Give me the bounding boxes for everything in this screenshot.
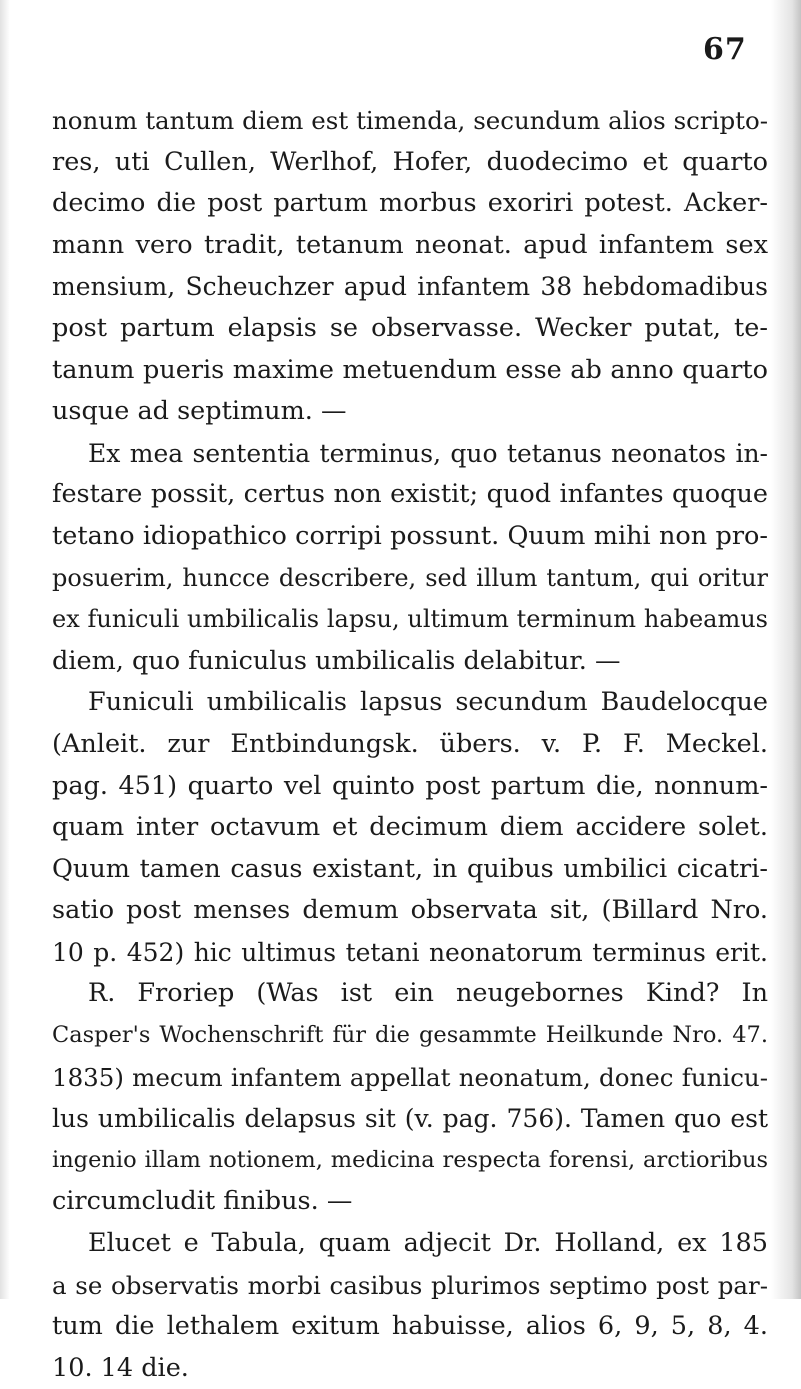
text-line: res, uti Cullen, Werlhof, Hofer, duodecimo et quarto bbox=[52, 146, 768, 177]
text-line: a se observatis morbi casibus plurimos septimo post par- bbox=[52, 1270, 768, 1300]
text-line: circumcludit finibus. — bbox=[52, 1186, 353, 1217]
text-line: R. Froriep (Was ist ein neugebornes Kind? In bbox=[88, 978, 768, 1009]
text-line: 10. 14 die. bbox=[52, 1352, 189, 1383]
text-line: usque ad septimum. — bbox=[52, 396, 347, 427]
text-line: quam inter octavum et decimum diem accidere solet. bbox=[52, 812, 768, 843]
text-line: post partum elapsis se observasse. Wecker putat, te- bbox=[52, 312, 768, 343]
text-line: mann vero tradit, tetanum neonat. apud infantem sex bbox=[52, 229, 768, 260]
page-edge-shadow bbox=[771, 0, 801, 1299]
text-line: satio post menses demum observata sit, (Billard Nro. bbox=[52, 895, 768, 926]
text-line: tanum pueris maxime metuendum esse ab anno quarto bbox=[52, 354, 768, 385]
page-number: 67 bbox=[703, 32, 747, 67]
text-line: Casper's Wochenschrift für die gesammte Heilkunde Nro. 47. bbox=[52, 1022, 768, 1049]
text-line: lus umbilicalis delapsus sit (v. pag. 756). Tamen quo est bbox=[52, 1104, 768, 1134]
text-line: Ex mea sententia terminus, quo tetanus neonatos in- bbox=[88, 438, 768, 468]
text-line: festare possit, certus non existit; quod infantes quoque bbox=[52, 479, 768, 510]
text-line: 1835) mecum infantem appellat neonatum, donec funicu- bbox=[52, 1062, 768, 1092]
text-line: tetano idiopathico corripi possunt. Quum mihi non pro- bbox=[52, 520, 768, 551]
text-line: ex funiculi umbilicalis lapsu, ultimum terminum habeamus bbox=[52, 605, 768, 634]
text-line: posuerim, huncce describere, sed illum tantum, qui oritur bbox=[52, 563, 768, 592]
text-line: Elucet e Tabula, quam adjecit Dr. Holland, ex 185 bbox=[88, 1228, 768, 1259]
page-gutter-shadow bbox=[0, 0, 10, 1299]
text-line: Quum tamen casus existant, in quibus umbilici cicatri- bbox=[52, 853, 768, 884]
body-text bbox=[52, 100, 768, 1389]
text-line: mensium, Scheuchzer apud infantem 38 hebdomadibus bbox=[52, 272, 768, 302]
text-line: tum die lethalem exitum habuisse, alios 6, 9, 5, 8, 4. bbox=[52, 1311, 768, 1342]
text-line: ingenio illam notionem, medicina respecta forensi, arctioribus bbox=[52, 1146, 768, 1173]
text-line: pag. 451) quarto vel quinto post partum die, nonnum- bbox=[52, 770, 768, 801]
text-line: diem, quo funiculus umbilicalis delabitur. — bbox=[52, 645, 621, 676]
text-line: Funiculi umbilicalis lapsus secundum Baudelocque bbox=[88, 687, 768, 718]
text-line: 10 p. 452) hic ultimus tetani neonatorum terminus erit. bbox=[52, 937, 768, 967]
text-line: (Anleit. zur Entbindungsk. übers. v. P. F. Meckel. bbox=[52, 728, 768, 759]
text-line: nonum tantum diem est timenda, secundum alios scripto- bbox=[52, 106, 768, 135]
text-line: decimo die post partum morbus exoriri potest. Acker- bbox=[52, 188, 768, 219]
